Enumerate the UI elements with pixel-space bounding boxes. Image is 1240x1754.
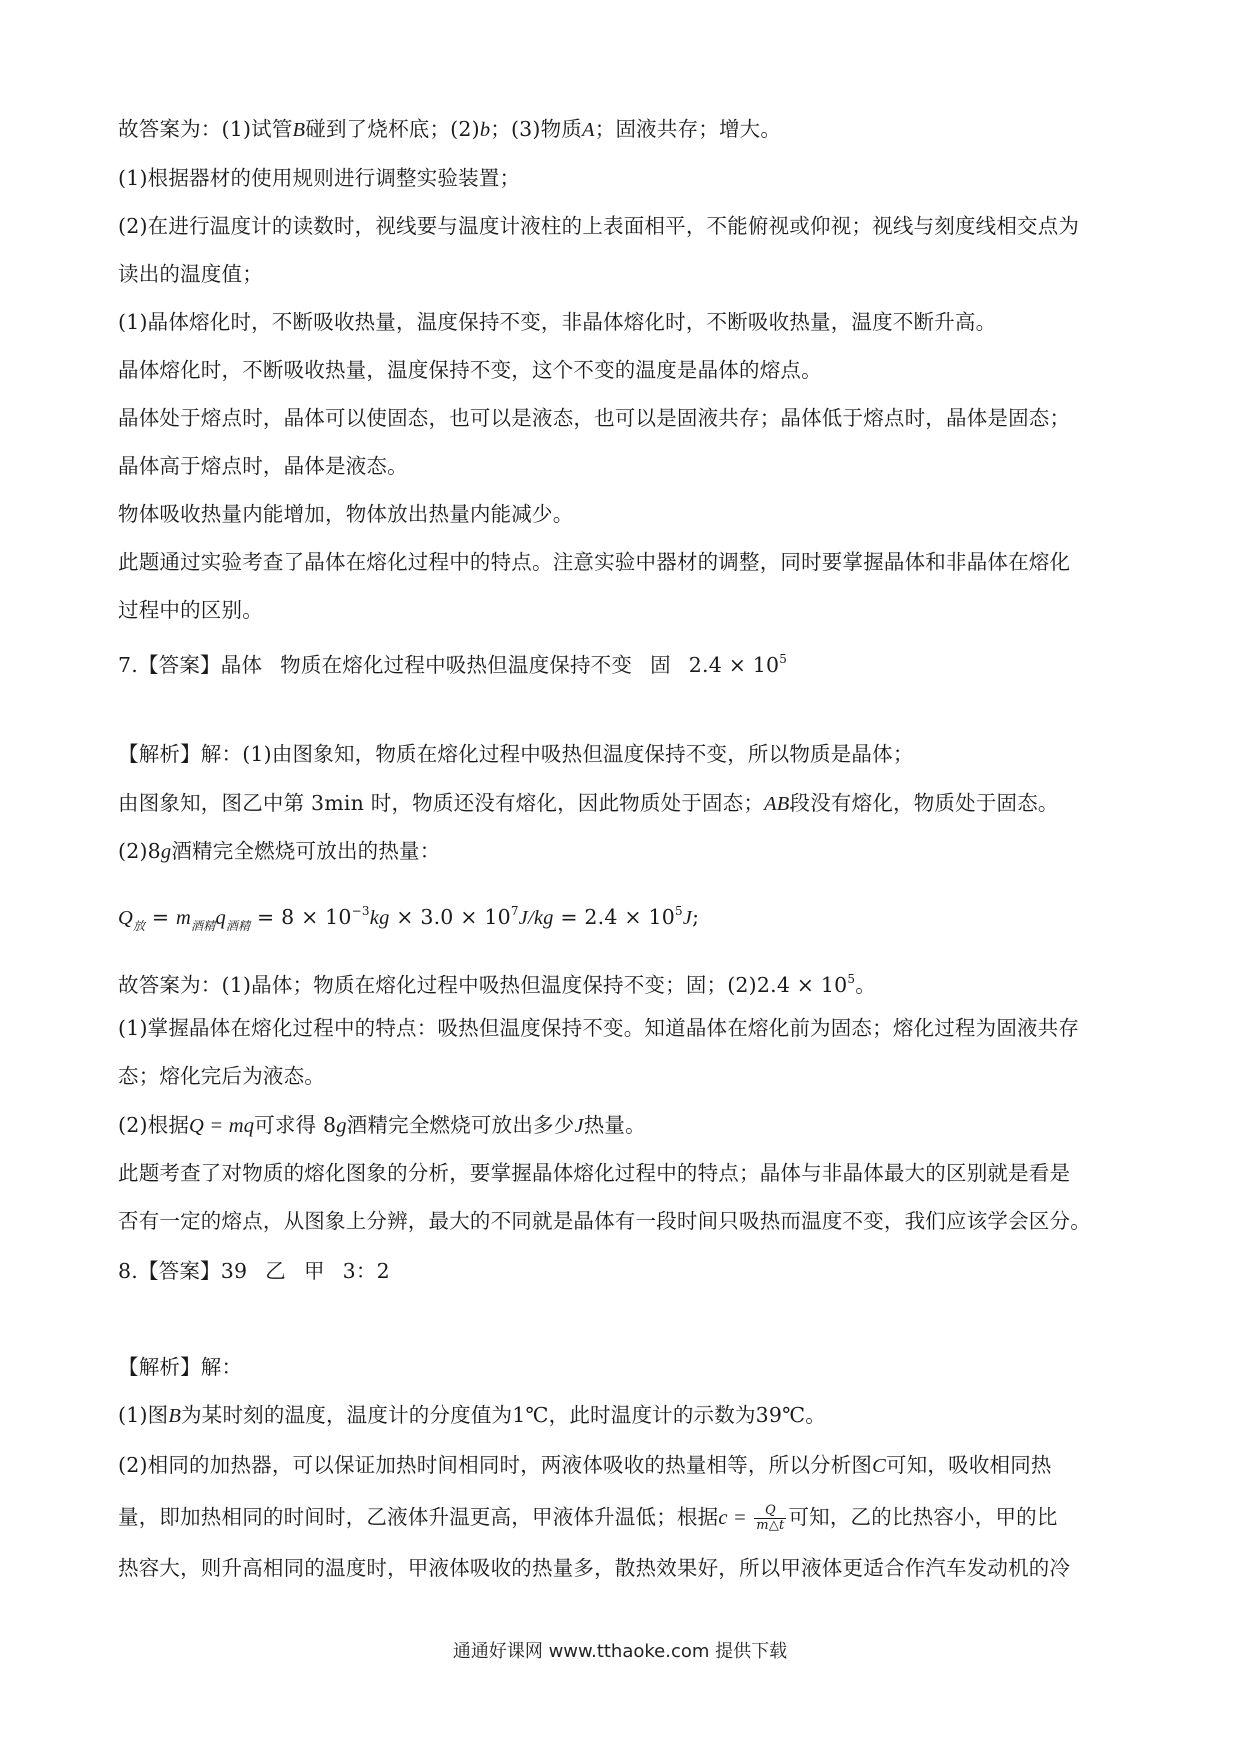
analysis-7: 【解析】解：(1)由图象知，物质在熔化过程中吸热但温度保持不变，所以物质是晶体； <box>118 742 914 766</box>
explanation-line: (1)根据器材的使用规则进行调整实验装置； <box>118 166 521 190</box>
explanation-line: (2)根据Q = mq可求得 8g酒精完全燃烧可放出多少J热量。 <box>118 1113 646 1137</box>
explanation-line: 此题通过实验考查了晶体在熔化过程中的特点。注意实验中器材的调整，同时要掌握晶体和非晶体在熔化 <box>118 550 1071 574</box>
heat-formula: $Q_放 = m_{酒精}q_{酒精} = 8 \times 10^{-3}kg \times 3.0 \times 10^7J/kg = 2.4 \times 10^5J$; <box>118 904 700 933</box>
page-footer: 通通好课网 www.tthaoke.com 提供下载 <box>452 1641 788 1662</box>
explanation-line: 否有一定的熔点，从图象上分辨，最大的不同就是晶体有一段时间只吸热而温度不变，我们应该学会区分。 <box>118 1209 1091 1233</box>
explanation-line: (2)相同的加热器，可以保证加热时间相同时，两液体吸收的热量相等，所以分析图C可知，吸收相同热 <box>118 1453 1052 1477</box>
explanation-line: 由图象知，图乙中第 3min 时，物质还没有熔化，因此物质处于固态；AB段没有熔化，物质处于固态。 <box>118 791 1059 815</box>
explanation-line: 过程中的区别。 <box>118 598 263 622</box>
explanation-line: 物体吸收热量内能增加，物体放出热量内能减少。 <box>118 502 574 526</box>
explanation-line: 热容大，则升高相同的温度时，甲液体吸收的热量多，散热效果好，所以甲液体更适合作汽车发动机的冷 <box>118 1556 1071 1580</box>
answer-summary-6: 故答案为：(1)试管B碰到了烧杯底；(2)b；(3)物质A；固液共存；增大。 <box>118 117 782 141</box>
specific-heat-fraction: $\frac{Q}{m\triangle t}$ <box>756 1503 785 1533</box>
explanation-line: 态；熔化完后为液态。 <box>118 1064 325 1088</box>
explanation-line: 晶体高于熔点时，晶体是液态。 <box>118 454 408 478</box>
explanation-line: 晶体熔化时，不断吸收热量，温度保持不变，这个不变的温度是晶体的熔点。 <box>118 358 822 382</box>
answer-7: 7.【答案】晶体 物质在熔化过程中吸热但温度保持不变 固 $2.4 \times 10^5$ <box>118 652 788 677</box>
answer-8: 8.【答案】39 乙 甲 3：2 <box>118 1259 390 1283</box>
explanation-line: (1)图B为某时刻的温度，温度计的分度值为1℃，此时温度计的示数为39℃。 <box>118 1403 826 1427</box>
explanation-line: (2)8g酒精完全燃烧可放出的热量： <box>118 839 441 863</box>
explanation-line: (1)掌握晶体在熔化过程中的特点：吸热但温度保持不变。知道晶体在熔化前为固态；熔化过程为固液共存 <box>118 1016 1080 1040</box>
answer-summary-7: 故答案为：(1)晶体；物质在熔化过程中吸热但温度保持不变；固；$(2)2.4 \times 10^5$。 <box>118 972 876 997</box>
analysis-8: 【解析】解： <box>118 1355 243 1379</box>
explanation-line: 读出的温度值； <box>118 262 263 286</box>
explanation-line: 量，即加热相同的时间时，乙液体升温更高，甲液体升温低；根据c = $\frac{Q}{m\triangle t}$ 可知，乙的比热容小，甲的比 <box>118 1503 1058 1533</box>
explanation-line: 晶体处于熔点时，晶体可以使固态，也可以是液态，也可以是固液共存；晶体低于熔点时，晶体是固态； <box>118 406 1071 430</box>
explanation-line: (2)在进行温度计的读数时，视线要与温度计液柱的上表面相平，不能俯视或仰视；视线与刻度线相交点为 <box>118 214 1080 238</box>
explanation-line: (1)晶体熔化时，不断吸收热量，温度保持不变，非晶体熔化时，不断吸收热量，温度不断升高。 <box>118 310 997 334</box>
explanation-line: 此题考查了对物质的熔化图象的分析，要掌握晶体熔化过程中的特点；晶体与非晶体最大的区别就是看是 <box>118 1161 1071 1185</box>
